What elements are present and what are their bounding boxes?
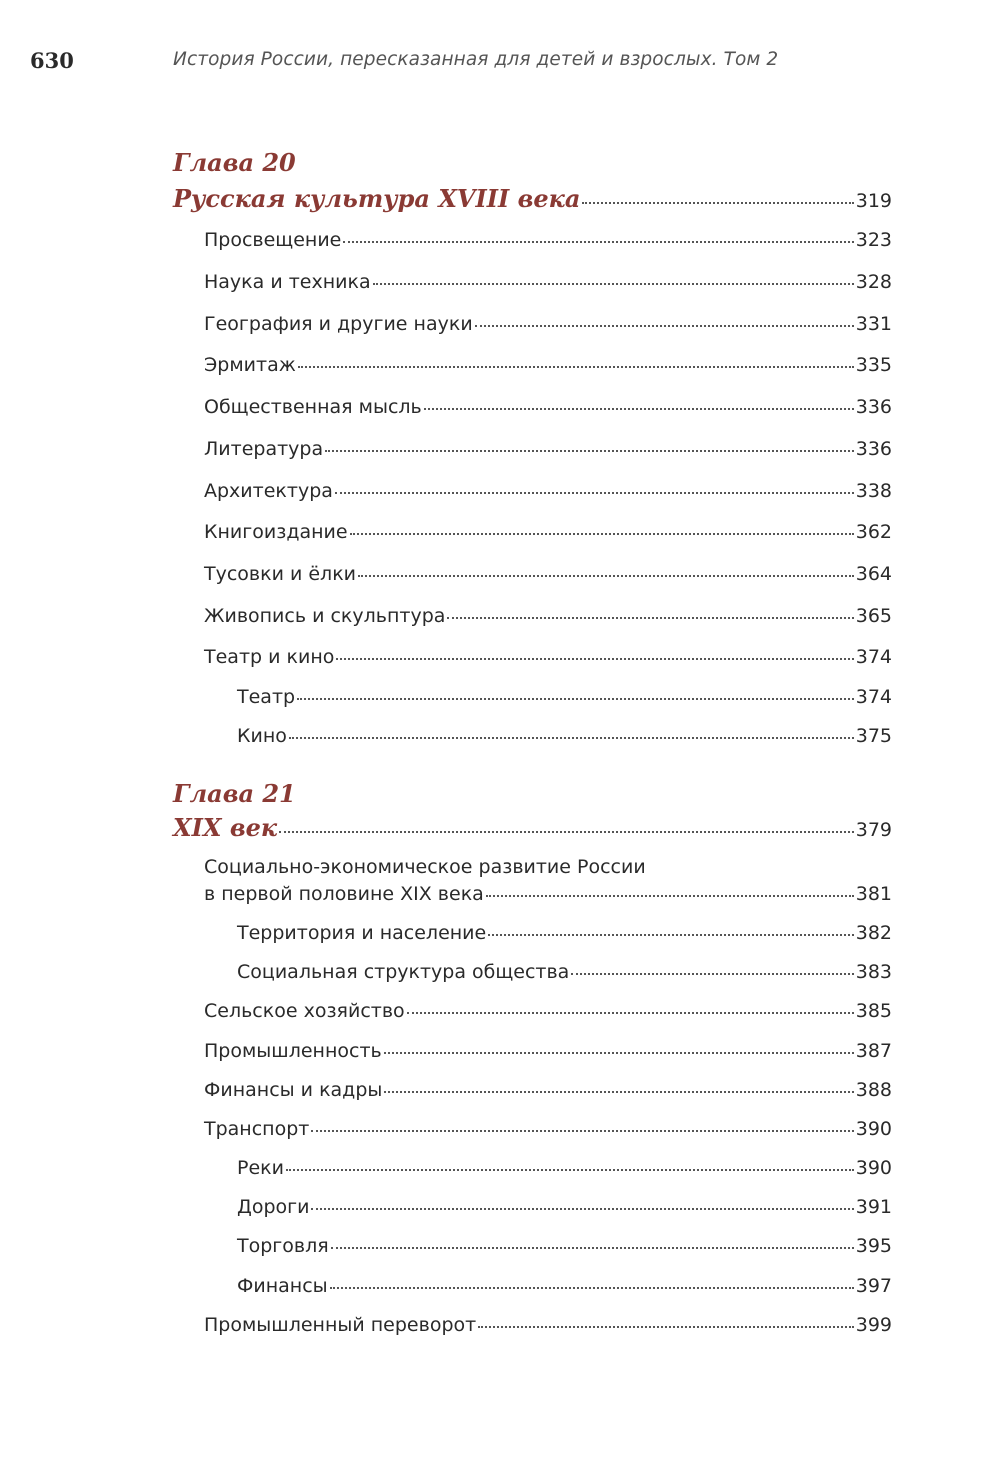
leader-dots — [336, 658, 853, 660]
leader-dots — [486, 895, 854, 897]
entry-title: Книгоиздание — [204, 521, 348, 543]
leader-dots — [475, 325, 854, 327]
leader-dots — [311, 1130, 853, 1132]
page-ref: 374 — [855, 646, 892, 668]
entry-title: Архитектура — [204, 480, 333, 502]
entry-title: Социальная структура общества — [237, 961, 570, 983]
leader-dots — [384, 1091, 853, 1093]
toc-subentry[interactable] — [237, 725, 892, 747]
page-ref: 390 — [855, 1157, 892, 1179]
page-ref: 364 — [855, 563, 892, 585]
page-ref: 397 — [855, 1275, 892, 1297]
toc-entry[interactable] — [204, 605, 892, 627]
page-ref: 382 — [855, 922, 892, 944]
page-ref: 336 — [855, 396, 892, 418]
page-number: 630 — [30, 48, 74, 73]
page-ref: 391 — [855, 1196, 892, 1218]
leader-dots — [286, 1169, 854, 1171]
entry-title: Сельское хозяйство — [204, 1000, 405, 1022]
entry-title: Промышленный переворот — [204, 1314, 477, 1336]
leader-dots — [335, 492, 854, 494]
page-ref: 323 — [855, 229, 892, 251]
leader-dots — [311, 1208, 853, 1210]
leader-dots — [424, 408, 854, 410]
leader-dots — [343, 241, 853, 243]
leader-dots — [331, 1247, 854, 1249]
page-ref: 388 — [855, 1079, 892, 1101]
page-ref: 335 — [855, 354, 892, 376]
leader-dots — [582, 202, 853, 204]
page-ref: 381 — [855, 883, 892, 905]
toc-entry[interactable] — [204, 313, 892, 335]
leader-dots — [571, 973, 853, 975]
page-ref: 331 — [855, 313, 892, 335]
entry-title-line2: в первой половине XIX века — [204, 883, 484, 905]
leader-dots — [289, 737, 854, 739]
toc-entry[interactable] — [204, 1314, 892, 1336]
toc-entry[interactable] — [204, 563, 892, 585]
leader-dots — [325, 450, 854, 452]
toc-entry[interactable] — [204, 354, 892, 376]
entry-title: Тусовки и ёлки — [204, 563, 357, 585]
toc-entry[interactable] — [204, 646, 892, 668]
toc-subentry[interactable] — [237, 1235, 892, 1257]
page-ref: 383 — [855, 961, 892, 983]
page-ref: 387 — [855, 1040, 892, 1062]
page-ref: 375 — [855, 725, 892, 747]
leader-dots — [373, 283, 854, 285]
entry-title: Торговля — [237, 1235, 329, 1257]
running-head: История России, пересказанная для детей и взрослых. Том 2 — [173, 49, 779, 70]
entry-title: Дороги — [237, 1196, 310, 1218]
entry-title: Наука и техника — [204, 271, 371, 293]
page-ref: 338 — [855, 480, 892, 502]
page-ref: 390 — [855, 1118, 892, 1140]
toc-entry[interactable] — [204, 1040, 892, 1062]
toc-subentry[interactable] — [237, 1157, 892, 1179]
toc-entry[interactable] — [204, 271, 892, 293]
entry-title: Финансы — [237, 1275, 328, 1297]
leader-dots — [297, 698, 854, 700]
toc-entry[interactable] — [204, 1079, 892, 1101]
entry-title: Литература — [204, 438, 324, 460]
toc-entry[interactable] — [204, 396, 892, 418]
toc-entry[interactable] — [204, 229, 892, 251]
page-ref: 362 — [855, 521, 892, 543]
toc-entry[interactable] — [204, 480, 892, 502]
entry-title: Общественная мысль — [204, 396, 422, 418]
toc-entry[interactable] — [204, 521, 892, 543]
entry-title: Эрмитаж — [204, 354, 296, 376]
entry-title: Территория и население — [237, 922, 487, 944]
toc-subentry[interactable] — [237, 686, 892, 708]
toc-subentry[interactable] — [237, 961, 892, 983]
entry-title-line1: Социально-экономическое развитие России — [204, 856, 646, 878]
entry-title: Просвещение — [204, 229, 342, 251]
chapter-label: Глава 20 — [173, 148, 296, 177]
entry-title: Театр — [237, 686, 296, 708]
leader-dots — [407, 1012, 854, 1014]
entry-title: Живопись и скульптура — [204, 605, 446, 627]
entry-title: Театр и кино — [204, 646, 335, 668]
leader-dots — [279, 831, 854, 833]
page-ref: 328 — [855, 271, 892, 293]
leader-dots — [358, 575, 854, 577]
leader-dots — [478, 1326, 854, 1328]
page-ref: 374 — [855, 686, 892, 708]
page-ref: 399 — [855, 1314, 892, 1336]
page-ref: 336 — [855, 438, 892, 460]
page-ref: 385 — [855, 1000, 892, 1022]
leader-dots — [350, 533, 854, 535]
page-ref: 319 — [855, 190, 892, 212]
toc-entry[interactable] — [204, 1000, 892, 1022]
page-ref: 395 — [855, 1235, 892, 1257]
leader-dots — [488, 934, 854, 936]
entry-title: Транспорт — [204, 1118, 310, 1140]
entry-title: Кино — [237, 725, 287, 747]
entry-title: Промышленность — [204, 1040, 382, 1062]
chapter-label: Глава 21 — [173, 779, 296, 808]
entry-title: Реки — [237, 1157, 284, 1179]
chapter-title: XIX век — [173, 813, 278, 842]
toc-entry[interactable] — [204, 438, 892, 460]
chapter-title: Русская культура XVIII века — [173, 184, 581, 213]
leader-dots — [298, 366, 854, 368]
page-ref: 379 — [855, 819, 892, 841]
toc-entry[interactable] — [204, 1118, 892, 1140]
entry-title: География и другие науки — [204, 313, 473, 335]
toc-subentry[interactable] — [237, 1196, 892, 1218]
leader-dots — [384, 1052, 854, 1054]
page-ref: 365 — [855, 605, 892, 627]
toc-subentry[interactable] — [237, 922, 892, 944]
toc-subentry[interactable] — [237, 1275, 892, 1297]
leader-dots — [330, 1287, 854, 1289]
leader-dots — [447, 617, 853, 619]
toc-chapter-title[interactable] — [173, 184, 892, 213]
toc-entry[interactable] — [204, 883, 892, 905]
toc-chapter-title[interactable] — [173, 813, 892, 842]
entry-title: Финансы и кадры — [204, 1079, 383, 1101]
